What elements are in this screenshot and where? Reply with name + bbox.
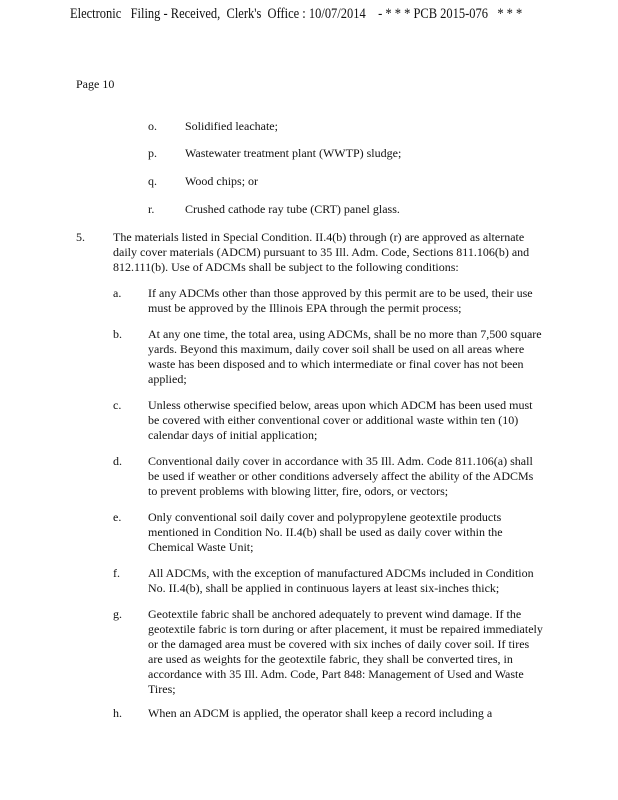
section-line: The materials listed in Special Condition. II.4(b) through (r) are approved as alternate (113, 230, 525, 244)
section-number: 5. (76, 230, 85, 244)
condition-line: At any one time, the total area, using ADCMs, shall be no more than 7,500 square (148, 327, 542, 341)
condition-line: applied; (148, 372, 187, 386)
condition-line: to prevent problems with blowing litter, fire, odors, or vectors; (148, 484, 449, 498)
condition-line: Chemical Waste Unit; (148, 540, 254, 554)
list-item-label: p. (148, 146, 157, 160)
condition-line: Only conventional soil daily cover and polypropylene geotextile products (148, 510, 502, 524)
list-item-label: r. (148, 202, 155, 216)
page-number: Page 10 (76, 77, 115, 91)
section-line: daily cover materials (ADCM) pursuant to 35 Ill. Adm. Code, Sections 811.106(b) and (113, 245, 530, 259)
condition-line: All ADCMs, with the exception of manufactured ADCMs included in Condition (148, 566, 534, 580)
condition-line: be used if weather or other conditions adversely affect the ability of the ADCMs (148, 469, 534, 483)
condition-line: are used as weights for the geotextile fabric, they shall be converted tires, in (148, 652, 513, 666)
condition-line: mentioned in Condition No. II.4(b) shall be used as daily cover within the (148, 525, 503, 539)
condition-line: Conventional daily cover in accordance with 35 Ill. Adm. Code 811.106(a) shall (148, 454, 533, 468)
condition-line: Geotextile fabric shall be anchored adequately to prevent wind damage. If the (148, 607, 522, 621)
list-item-text: Crushed cathode ray tube (CRT) panel glass. (185, 202, 400, 216)
list-item-text: Wood chips; or (185, 174, 259, 188)
condition-label: h. (113, 706, 122, 720)
condition-label: d. (113, 454, 122, 468)
condition-line: Tires; (148, 682, 176, 696)
condition-line: No. II.4(b), shall be applied in continuous layers at least six-inches thick; (148, 581, 500, 595)
list-item-text: Solidified leachate; (185, 119, 278, 133)
condition-label: e. (113, 510, 122, 524)
condition-label: a. (113, 286, 122, 300)
condition-line: calendar days of initial application; (148, 428, 318, 442)
condition-label: f. (113, 566, 120, 580)
list-item-text: Wastewater treatment plant (WWTP) sludge; (185, 146, 402, 160)
condition-line: yards. Beyond this maximum, daily cover soil shall be used on all areas where (148, 342, 525, 356)
condition-label: c. (113, 398, 122, 412)
condition-line: If any ADCMs other than those approved by this permit are to be used, their use (148, 286, 533, 300)
list-item-label: q. (148, 174, 157, 188)
condition-line: geotextile fabric is torn during or after placement, it must be repaired immediately (148, 622, 543, 636)
condition-line: When an ADCM is applied, the operator shall keep a record including a (148, 706, 493, 720)
condition-line: or the damaged area must be covered with six inches of daily cover soil. If tires (148, 637, 530, 651)
condition-line: accordance with 35 Ill. Adm. Code, Part 848: Management of Used and Waste (148, 667, 524, 681)
condition-line: Unless otherwise specified below, areas upon which ADCM has been used must (148, 398, 533, 412)
condition-line: must be approved by the Illinois EPA through the permit process; (148, 301, 462, 315)
condition-label: g. (113, 607, 122, 621)
list-item-label: o. (148, 119, 157, 133)
condition-line: waste has been disposed and to which intermediate or final cover has not been (148, 357, 524, 371)
efiling-header: Electronic Filing - Received, Clerk's Office : 10/07/2014 - * * * PCB 2015-076 * * * (70, 6, 523, 22)
section-line: 812.111(b). Use of ADCMs shall be subject to the following conditions: (113, 260, 459, 274)
condition-label: b. (113, 327, 122, 341)
condition-line: be covered with either conventional cover or additional waste within ten (10) (148, 413, 519, 427)
